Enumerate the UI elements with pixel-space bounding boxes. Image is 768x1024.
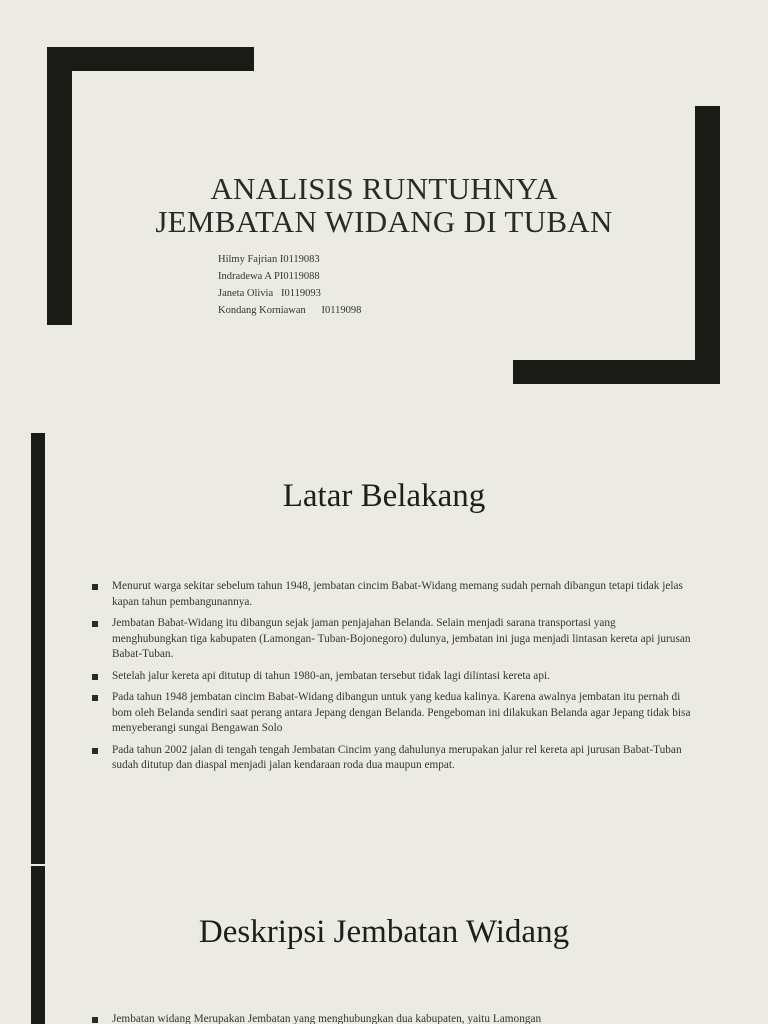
bullet-text: Setelah jalur kereta api ditutup di tahun 1980-an, jembatan tersebut tidak lagi dilintasi kereta api. xyxy=(112,669,550,682)
corner-bracket-bottom-right-horizontal xyxy=(513,360,720,384)
author-list xyxy=(218,251,361,319)
bullet-text: Jembatan Babat-Widang itu dibangun sejak jaman penjajahan Belanda. Selain menjadi sarana transportasi yang menghubungkan tiga kabupaten (Lamongan- Tuban-Bojonegoro) dulunya, jembatan ini juga menjadi lintasan kereta api jurusan Babat-Tuban. xyxy=(112,617,691,660)
bullet-item xyxy=(92,579,692,610)
square-bullet-icon xyxy=(92,748,98,754)
bullet-item xyxy=(92,690,692,737)
bullet-item xyxy=(92,743,692,774)
corner-bracket-top-left-horizontal xyxy=(47,47,254,71)
title-line-1: ANALISIS RUNTUHNYA xyxy=(210,171,558,206)
bullet-item xyxy=(92,669,692,685)
section-heading-description: Deskripsi Jembatan Widang xyxy=(198,914,570,950)
bullet-text: Menurut warga sekitar sebelum tahun 1948, jembatan cincim Babat-Widang memang sudah pernah dibangun tetapi tidak jelas kapan tahun pembangunannya. xyxy=(112,580,683,608)
bullet-item xyxy=(92,1012,692,1024)
author-item: Kondang Korniawan I0119098 xyxy=(218,305,362,316)
bullet-text: Jembatan widang Merupakan Jembatan yang menghubungkan dua kabupaten, yaitu Lamongan xyxy=(112,1013,542,1024)
square-bullet-icon xyxy=(92,584,98,590)
presentation-title xyxy=(0,172,768,238)
square-bullet-icon xyxy=(92,1017,98,1023)
author-item: Indradewa A PI0119088 xyxy=(218,271,320,282)
section-heading-background: Latar Belakang xyxy=(282,478,486,514)
description-bullet-list xyxy=(92,1012,692,1024)
bullet-item xyxy=(92,616,692,663)
author-item: Hilmy Fajrian I0119083 xyxy=(218,254,320,265)
square-bullet-icon xyxy=(92,621,98,627)
corner-bracket-bottom-right-vertical xyxy=(695,106,720,384)
title-line-2: JEMBATAN WIDANG DI TUBAN xyxy=(155,204,613,239)
square-bullet-icon xyxy=(92,695,98,701)
bullet-text: Pada tahun 2002 jalan di tengah tengah Jembatan Cincim yang dahulunya merupakan jalur rel kereta api jurusan Babat-Tuban sudah ditutup dan diaspal menjadi jalan kendaraan roda dua maupun empat. xyxy=(112,743,682,771)
background-bullet-list xyxy=(92,579,692,780)
author-item: Janeta Olivia I0119093 xyxy=(218,288,321,299)
bullet-text: Pada tahun 1948 jembatan cincim Babat-Widang dibangun untuk yang kedua kalinya. Karena awalnya jembatan itu pernah di bom oleh Belanda sendiri saat perang antara Jepang dengan Belanda. Pengeboman ini dilakukan Belanda agar Jepang tidak bisa menyeberangi sungai Bengawan Solo xyxy=(112,691,691,734)
title-slide xyxy=(0,0,768,414)
content-slides xyxy=(0,414,768,1024)
square-bullet-icon xyxy=(92,674,98,680)
